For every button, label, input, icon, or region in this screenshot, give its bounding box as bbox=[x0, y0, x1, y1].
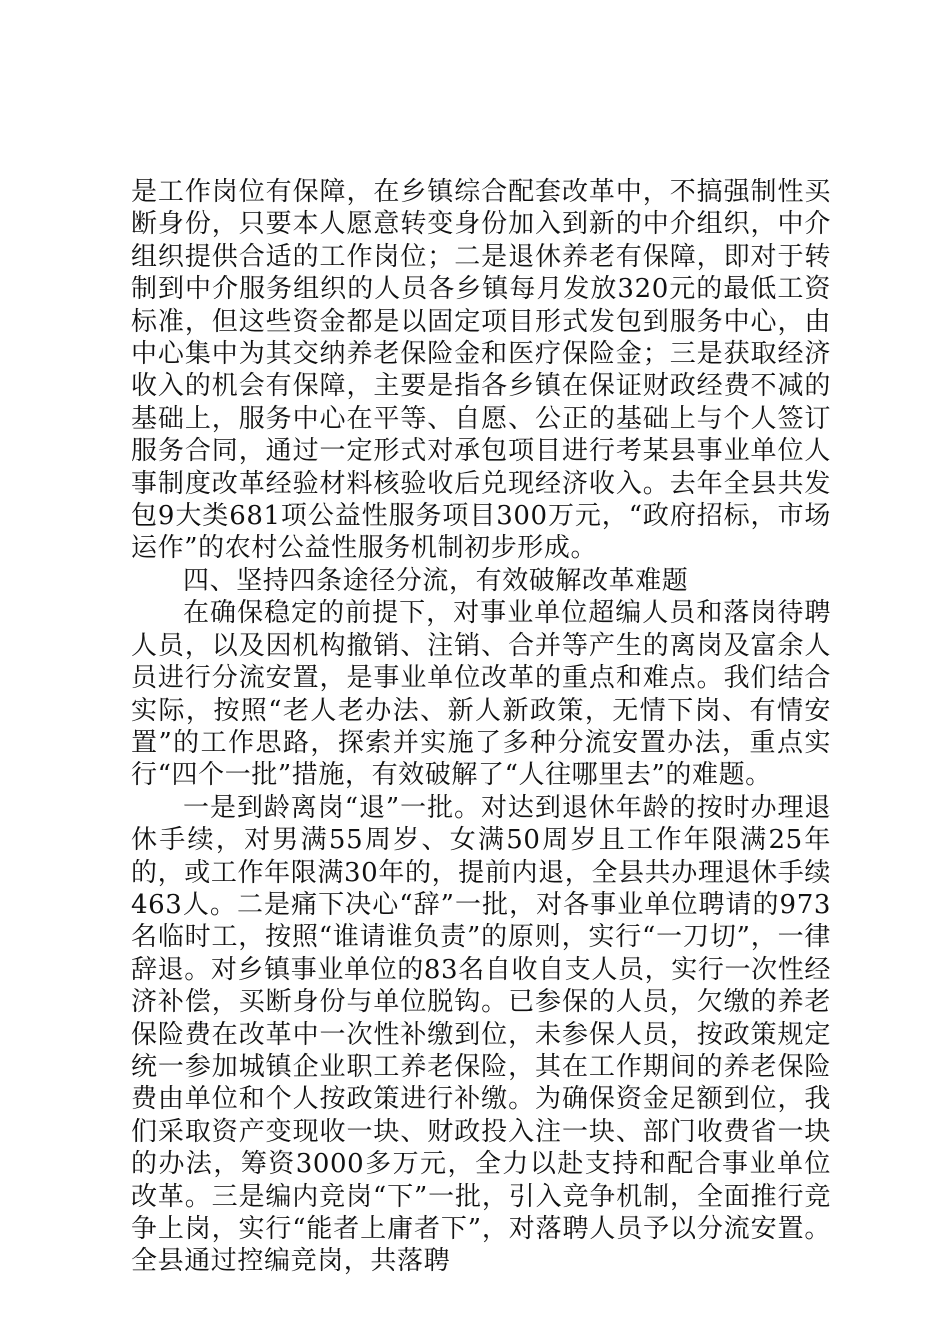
paragraph-diversion-intro: 在确保稳定的前提下，对事业单位超编人员和落岗待聘人员，以及因机构撤销、注销、合并等产生的离岗及富余人员进行分流安置，是事业单位改革的重点和难点。我们结合实际，按照“老人老办法、新人新政策，无情下岗、有情安置”的工作思路，探索并实施了多种分流安置办法，重点实行“四个一批”措施，有效破解了“人往哪里去”的难题。 bbox=[131, 598, 831, 791]
section-heading: 四、坚持四条途径分流，有效破解改革难题 bbox=[183, 565, 689, 596]
paragraph-four-measures: 一是到龄离岗“退”一批。对达到退休年龄的按时办理退休手续，对男满55周岁、女满50周岁且工作年限满25年的，或工作年限满30年的，提前内退，全县共办理退休手续463人。二是痛下决心“辞”一批，对各事业单位聘请的973名临时工，按照“谁请谁负责”的原则，实行“一刀切”，一律辞退。对乡镇事业单位的83名自收自支人员，实行一次性经济补偿，买断身份与单位脱钩。已参保的人员，欠缴的养老保险费在改革中一次性补缴到位，未参保人员，按政策规定统一参加城镇企业职工养老保险，其在工作期间的养老保险费由单位和个人按政策进行补缴。为确保资金足额到位，我们采取资产变现收一块、财政投入注一块、部门收费省一块的办法，筹资3000多万元，全力以赴支持和配合事业单位改革。三是编内竞岗“下”一批，引入竞争机制，全面推行竞争上岗，实行“能者上庸者下”，对落聘人员予以分流安置。全县通过控编竞岗，共落聘 bbox=[131, 792, 831, 1277]
paragraph-continuation: 是工作岗位有保障，在乡镇综合配套改革中，不搞强制性买断身份，只要本人愿意转变身份加入到新的中介组织，中介组织提供合适的工作岗位；二是退休养老有保障，即对于转制到中介服务组织的人员各乡镇每月发放320元的最低工资标准，但这些资金都是以固定项目形式发包到服务中心，由中心集中为其交纳养老保险金和医疗保险金；三是获取经济收入的机会有保障，主要是指各乡镇在保证财政经费不减的基础上，服务中心在平等、自愿、公正的基础上与个人签订服务合同，通过一定形式对承包项目进行考某县事业单位人事制度改革经验材料核验收后兑现经济收入。去年全县共发包9大类681项公益性服务项目300万元，“政府招标，市场运作”的农村公益性服务机制初步形成。 bbox=[131, 177, 831, 564]
document-body bbox=[131, 176, 831, 1278]
